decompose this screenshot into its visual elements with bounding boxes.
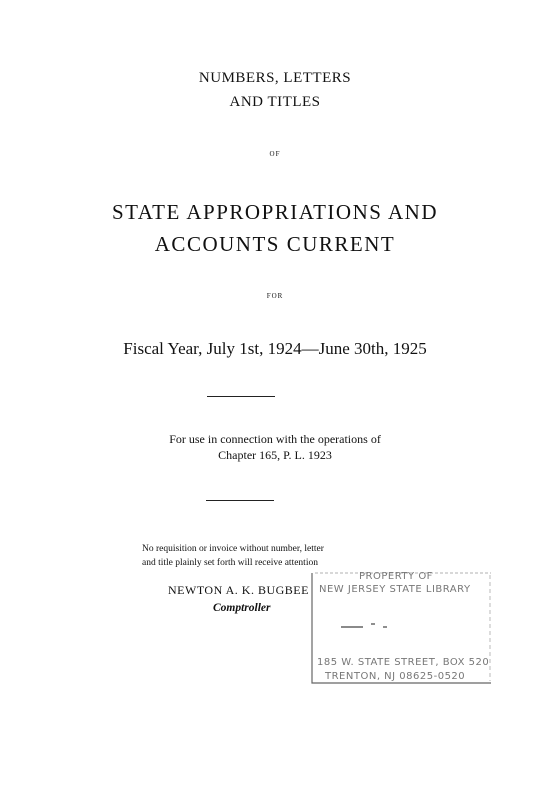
fiscal-year: Fiscal Year, July 1st, 1924—June 30th, 1925: [123, 339, 427, 358]
divider-top: [207, 396, 275, 397]
signer-role: Comptroller: [213, 602, 271, 614]
signer-name: NEWTON A. K. BUGBEE: [168, 583, 309, 597]
connector-of: OF: [269, 150, 281, 158]
stamp-line-4: TRENTON, NJ 08625-0520: [325, 671, 466, 682]
connector-for: FOR: [266, 292, 284, 300]
document-title: [0, 196, 550, 260]
library-stamp: [311, 571, 493, 685]
heading: [0, 66, 550, 114]
usage-line-2: Chapter 165, P. L. 1923: [218, 448, 332, 462]
heading-line-2: AND TITLES: [229, 94, 321, 110]
title-line-1: STATE APPROPRIATIONS AND: [111, 200, 439, 224]
stamp-line-3: 185 W. STATE STREET, BOX 520: [317, 657, 490, 668]
heading-line-1: NUMBERS, LETTERS: [198, 70, 352, 86]
usage-note: [0, 431, 550, 463]
title-line-2: ACCOUNTS CURRENT: [154, 232, 396, 256]
notice-line-2: and title plainly set forth will receive attention: [142, 558, 318, 568]
stamp-line-1: PROPERTY OF: [359, 571, 433, 582]
usage-line-1: For use in connection with the operations of: [169, 432, 381, 446]
requisition-notice: [142, 542, 324, 570]
notice-line-1: No requisition or invoice without number, letter: [142, 544, 324, 554]
stamp-line-2: NEW JERSEY STATE LIBRARY: [319, 584, 471, 595]
divider-bottom: [206, 500, 274, 501]
